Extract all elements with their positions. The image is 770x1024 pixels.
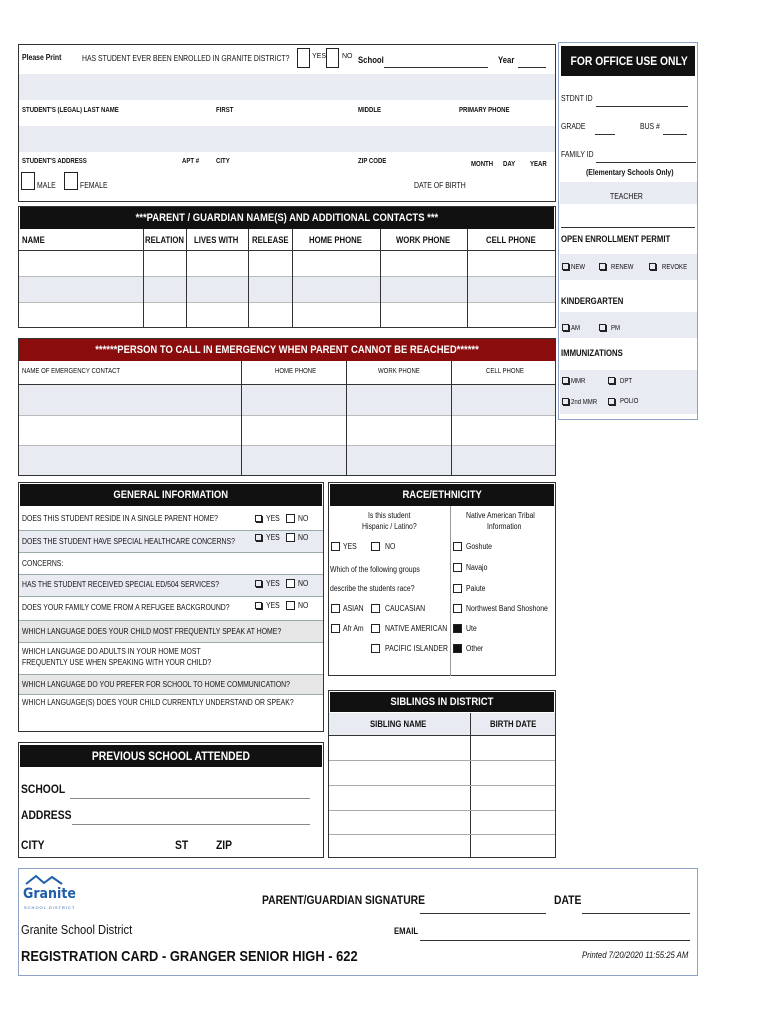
hispanic-no-label: NO xyxy=(385,542,396,551)
parents-header xyxy=(20,207,554,229)
native-tribal-1: Native American Tribal xyxy=(466,511,535,520)
general-row-line xyxy=(19,552,323,553)
polio-label: POLIO xyxy=(620,398,639,405)
prev-zip-label: ZIP xyxy=(216,838,233,852)
q-healthcare: DOES THE STUDENT HAVE SPECIAL HEALTHCARE CONCERNS? xyxy=(22,537,235,546)
single-parent-no-label: NO xyxy=(298,514,309,523)
q-lang-adults-2: FREQUENTLY USE WHEN SPEAKING WITH YOUR CHILD? xyxy=(22,658,212,667)
immunizations-shade xyxy=(560,370,697,414)
race-which-1: Which of the following groups xyxy=(330,565,420,574)
pacific-islander-label: PACIFIC ISLANDER xyxy=(385,644,448,653)
pm-label: PM xyxy=(611,325,621,332)
address-label: STUDENT'S ADDRESS xyxy=(22,158,87,165)
asian-label: ASIAN xyxy=(343,604,364,613)
second-mmr-label: 2nd MMR xyxy=(571,399,598,406)
northwest-shoshone-label: Northwest Band Shoshone xyxy=(466,604,548,613)
q-lang-understand: WHICH LANGUAGE(S) DOES YOUR CHILD CURRENTLY UNDERSTAND OR SPEAK? xyxy=(22,698,294,707)
general-row-line xyxy=(19,620,323,621)
general-row-line xyxy=(19,642,323,643)
parents-col-home-phone: HOME PHONE xyxy=(309,235,362,245)
parents-col-line xyxy=(467,229,468,327)
race-header xyxy=(330,484,554,506)
emergency-col-line xyxy=(451,361,452,475)
parents-col-release: RELEASE xyxy=(252,235,289,245)
female-checkbox[interactable] xyxy=(64,172,78,190)
month-label: MONTH xyxy=(471,161,494,168)
healthcare-no-label: NO xyxy=(298,533,309,542)
asian-checkbox[interactable] xyxy=(331,604,340,613)
siblings-row-line xyxy=(329,760,555,761)
revoke-checkbox[interactable] xyxy=(649,263,656,270)
emergency-row-shade xyxy=(19,385,555,415)
emergency-col-work-phone: WORK PHONE xyxy=(378,368,420,375)
general-row-line xyxy=(19,674,323,675)
emergency-row-shade xyxy=(19,445,555,475)
apt-label: APT # xyxy=(182,158,200,165)
elementary-note: (Elementary Schools Only) xyxy=(586,168,674,177)
renew-label: RENEW xyxy=(611,264,634,271)
renew-checkbox[interactable] xyxy=(599,263,606,270)
parents-col-line xyxy=(292,229,293,327)
hispanic-yes-label: YES xyxy=(343,542,357,551)
male-checkbox[interactable] xyxy=(21,172,35,190)
city-label: CITY xyxy=(216,158,230,165)
kindergarten-shade xyxy=(560,312,697,338)
family-id-line[interactable] xyxy=(596,162,696,163)
northwest-shoshone-checkbox[interactable] xyxy=(453,604,462,613)
afr-am-label: Afr Am xyxy=(343,624,364,633)
kindergarten-label: KINDERGARTEN xyxy=(561,296,624,306)
polio-checkbox[interactable] xyxy=(608,398,615,405)
parents-col-head-line xyxy=(19,250,555,251)
prev-school-line[interactable] xyxy=(70,798,310,799)
teacher-line[interactable] xyxy=(561,227,695,228)
other-tribe-checkbox[interactable] xyxy=(453,644,462,653)
parents-col-lives-with: LIVES WITH xyxy=(194,235,239,245)
race-which-2: describe the students race? xyxy=(330,584,415,593)
mmr-checkbox[interactable] xyxy=(562,377,569,384)
granite-logo-sub: SCHOOL DISTRICT xyxy=(24,905,76,910)
year-label: Year xyxy=(498,55,515,65)
card-title: REGISTRATION CARD - GRANGER SENIOR HIGH - 622 xyxy=(21,948,358,965)
date-label: DATE xyxy=(554,893,582,907)
general-row-line xyxy=(19,530,323,531)
dpt-label: DPT xyxy=(620,378,633,385)
am-label: AM xyxy=(571,325,581,332)
q-lang-school: WHICH LANGUAGE DO YOU PREFER FOR SCHOOL TO HOME COMMUNICATION? xyxy=(22,680,290,689)
general-row-line xyxy=(19,694,323,695)
special-ed-yes-checkbox[interactable] xyxy=(255,580,262,587)
zip-label: ZIP CODE xyxy=(358,158,387,165)
parents-col-line xyxy=(380,229,381,327)
siblings-row-line xyxy=(329,810,555,811)
printed-timestamp: Printed 7/20/2020 11:55:25 AM xyxy=(582,950,689,960)
dob-label: DATE OF BIRTH xyxy=(414,181,466,190)
previous-school-header xyxy=(20,745,322,767)
stdnt-id-label: STDNT ID xyxy=(561,94,593,103)
bus-line[interactable] xyxy=(663,134,687,135)
emergency-title: ******PERSON TO CALL IN EMERGENCY WHEN PARENT CANNOT BE REACHED****** xyxy=(95,344,479,356)
emergency-row-line xyxy=(19,445,555,446)
general-row-line xyxy=(19,596,323,597)
enrolled-no-checkbox[interactable] xyxy=(326,48,339,68)
paiute-checkbox[interactable] xyxy=(453,584,462,593)
siblings-row-line xyxy=(329,735,555,736)
general-info-header xyxy=(20,484,322,506)
siblings-title: SIBLINGS IN DISTRICT xyxy=(390,696,494,708)
stdnt-id-line[interactable] xyxy=(596,106,688,107)
caucasian-label: CAUCASIAN xyxy=(385,604,426,613)
single-parent-yes-checkbox[interactable] xyxy=(255,515,262,522)
healthcare-yes-checkbox[interactable] xyxy=(255,534,262,541)
single-parent-yes-label: YES xyxy=(266,514,280,523)
q-lang-home: WHICH LANGUAGE DOES YOUR CHILD MOST FREQUENTLY SPEAK AT HOME? xyxy=(22,627,282,636)
office-use-header xyxy=(561,46,695,76)
single-parent-no-checkbox[interactable] xyxy=(286,514,295,523)
office-use-title: FOR OFFICE USE ONLY xyxy=(570,54,688,68)
special-ed-no-label: NO xyxy=(298,579,309,588)
ute-label: Ute xyxy=(466,624,477,633)
sibling-birth-col: BIRTH DATE xyxy=(490,719,537,729)
signature-label: PARENT/GUARDIAN SIGNATURE xyxy=(262,893,426,907)
male-label: MALE xyxy=(37,181,56,190)
grade-line[interactable] xyxy=(595,134,615,135)
special-ed-yes-label: YES xyxy=(266,579,280,588)
ute-checkbox[interactable] xyxy=(453,624,462,633)
general-info-title: GENERAL INFORMATION xyxy=(113,489,229,501)
primary-phone-label: PRIMARY PHONE xyxy=(459,107,510,114)
prev-city-label: CITY xyxy=(21,838,45,852)
emergency-col-cell-phone: CELL PHONE xyxy=(486,368,524,375)
q-special-ed: HAS THE STUDENT RECEIVED SPECIAL ED/504 SERVICES? xyxy=(22,580,220,589)
prev-school-label: SCHOOL xyxy=(21,782,66,796)
general-row-line xyxy=(19,574,323,575)
q-lang-adults-1: WHICH LANGUAGE DO ADULTS IN YOUR HOME MOST xyxy=(22,647,201,656)
hispanic-question-1: Is this student xyxy=(368,511,411,520)
siblings-row-line xyxy=(329,785,555,786)
native-american-checkbox[interactable] xyxy=(371,624,380,633)
afr-am-checkbox[interactable] xyxy=(331,624,340,633)
goshute-checkbox[interactable] xyxy=(453,542,462,551)
siblings-header xyxy=(330,692,554,712)
concerns-label: CONCERNS: xyxy=(22,559,64,568)
refugee-yes-checkbox[interactable] xyxy=(255,602,262,609)
paiute-label: Paiute xyxy=(466,584,486,593)
navajo-label: Navajo xyxy=(466,563,488,572)
teacher-label: TEACHER xyxy=(610,192,643,201)
school-label: School xyxy=(358,55,384,65)
district-name: Granite School District xyxy=(21,922,133,937)
family-id-label: FAMILY ID xyxy=(561,150,594,159)
navajo-checkbox[interactable] xyxy=(453,563,462,572)
parents-col-line xyxy=(248,229,249,327)
signature-line[interactable] xyxy=(420,913,546,914)
emergency-col-line xyxy=(241,361,242,475)
prev-address-line[interactable] xyxy=(72,824,310,825)
enrolled-yes-checkbox[interactable] xyxy=(297,48,310,68)
email-line[interactable] xyxy=(420,940,690,941)
parents-col-line xyxy=(143,229,144,327)
race-title: RACE/ETHNICITY xyxy=(402,489,482,501)
refugee-no-checkbox[interactable] xyxy=(286,601,295,610)
female-label: FEMALE xyxy=(80,181,108,190)
emergency-row-line xyxy=(19,415,555,416)
hispanic-no-checkbox[interactable] xyxy=(371,542,380,551)
other-tribe-label: Other xyxy=(466,644,484,653)
day-label: DAY xyxy=(503,161,516,168)
emergency-col-line xyxy=(346,361,347,475)
am-checkbox[interactable] xyxy=(562,324,569,331)
emergency-col-name: NAME OF EMERGENCY CONTACT xyxy=(22,368,121,375)
siblings-row-line xyxy=(329,834,555,835)
healthcare-yes-label: YES xyxy=(266,533,280,542)
grade-label: GRADE xyxy=(561,122,586,131)
healthcare-no-checkbox[interactable] xyxy=(286,533,295,542)
email-label: EMAIL xyxy=(394,926,419,936)
parents-title: ***PARENT / GUARDIAN NAME(S) AND ADDITIONAL CONTACTS *** xyxy=(135,212,439,224)
native-tribal-2: Information xyxy=(487,522,522,531)
parents-col-work-phone: WORK PHONE xyxy=(396,235,451,245)
parents-col-line xyxy=(186,229,187,327)
prev-address-label: ADDRESS xyxy=(21,808,72,822)
goshute-label: Goshute xyxy=(466,542,493,551)
granite-logo-text: Granite xyxy=(23,886,76,902)
row-shade xyxy=(19,126,555,152)
hispanic-question-2: Hispanic / Latino? xyxy=(362,522,417,531)
please-print-label: Please Print xyxy=(22,53,62,62)
new-label: NEW xyxy=(571,264,586,271)
parents-col-name: NAME xyxy=(22,235,45,245)
race-divider xyxy=(450,506,451,676)
q-refugee: DOES YOUR FAMILY COME FROM A REFUGEE BACKGROUND? xyxy=(22,603,230,612)
emergency-header xyxy=(19,339,555,361)
parents-row-line xyxy=(19,302,555,303)
q-single-parent: DOES THIS STUDENT RESIDE IN A SINGLE PARENT HOME? xyxy=(22,514,218,523)
year-label-dob: YEAR xyxy=(530,161,547,168)
previous-school-title: PREVIOUS SCHOOL ATTENDED xyxy=(91,749,251,763)
second-mmr-checkbox[interactable] xyxy=(562,398,569,405)
row-shade xyxy=(19,74,555,100)
pacific-islander-checkbox[interactable] xyxy=(371,644,380,653)
enrolled-question: HAS STUDENT EVER BEEN ENROLLED IN GRANITE DISTRICT? xyxy=(82,54,290,63)
bus-label: BUS # xyxy=(640,122,660,131)
special-ed-no-checkbox[interactable] xyxy=(286,579,295,588)
hispanic-yes-checkbox[interactable] xyxy=(331,542,340,551)
caucasian-checkbox[interactable] xyxy=(371,604,380,613)
native-american-label: NATIVE AMERICAN xyxy=(385,624,448,633)
mmr-label: MMR xyxy=(571,378,586,385)
pm-checkbox[interactable] xyxy=(599,324,606,331)
parents-col-cell-phone: CELL PHONE xyxy=(486,235,536,245)
new-checkbox[interactable] xyxy=(562,263,569,270)
school-line[interactable] xyxy=(384,67,488,68)
last-name-label: STUDENT'S (LEGAL) LAST NAME xyxy=(22,107,119,114)
enrolled-yes-label: YES xyxy=(312,53,327,60)
parents-row-line xyxy=(19,276,555,277)
middle-name-label: MIDDLE xyxy=(358,107,382,114)
parents-row-shade xyxy=(19,276,555,302)
prev-st-label: ST xyxy=(175,838,189,852)
immunizations-label: IMMUNIZATIONS xyxy=(561,348,623,358)
refugee-yes-label: YES xyxy=(266,601,280,610)
revoke-label: REVOKE xyxy=(662,264,688,271)
first-name-label: FIRST xyxy=(216,107,234,114)
parents-col-relation: RELATION xyxy=(145,235,184,245)
refugee-no-label: NO xyxy=(298,601,309,610)
open-enrollment-label: OPEN ENROLLMENT PERMIT xyxy=(561,234,671,244)
emergency-col-home-phone: HOME PHONE xyxy=(275,368,317,375)
date-line[interactable] xyxy=(582,913,690,914)
year-line[interactable] xyxy=(518,67,546,68)
dpt-checkbox[interactable] xyxy=(608,377,615,384)
sibling-name-col: SIBLING NAME xyxy=(370,719,427,729)
granite-logo xyxy=(22,874,82,914)
enrolled-no-label: NO xyxy=(342,53,353,60)
